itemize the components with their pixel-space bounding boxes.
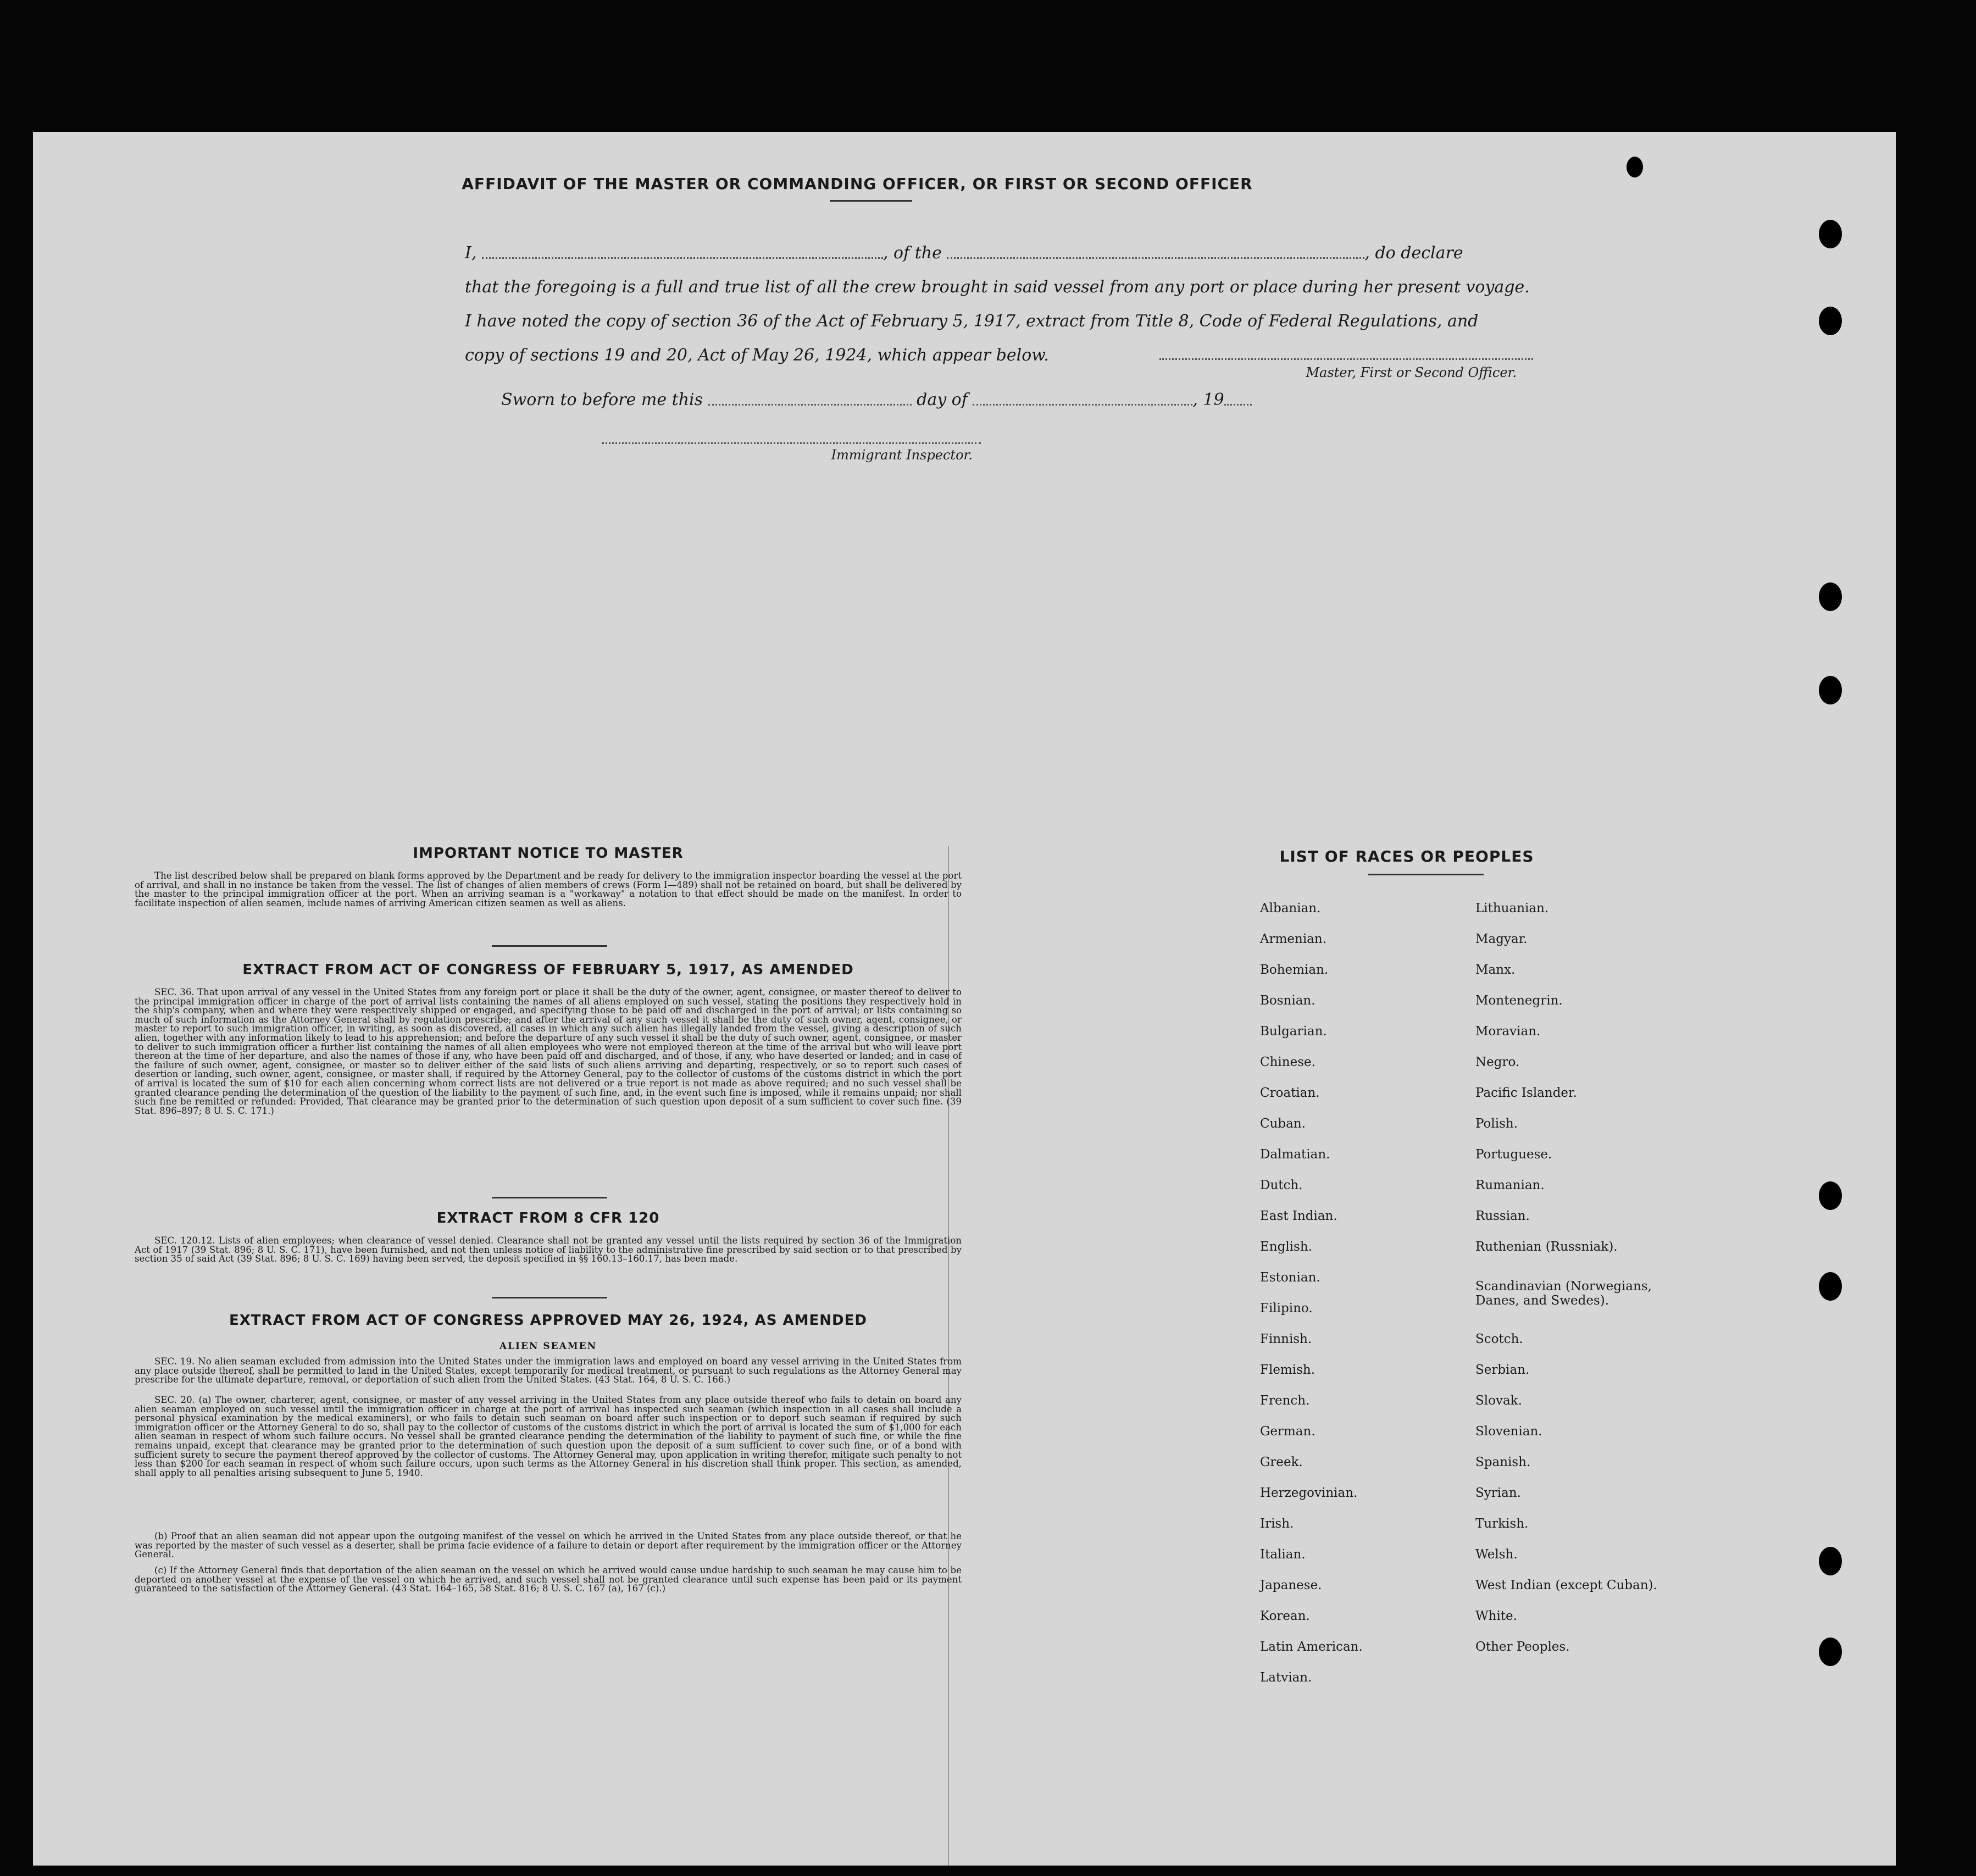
vessel-field[interactable] <box>947 249 1364 259</box>
punch-hole <box>1819 582 1842 611</box>
title-rule <box>830 200 912 202</box>
race-item: Cuban. <box>1260 1117 1306 1131</box>
race-item: Lithuanian. <box>1475 901 1549 915</box>
race-item: Other Peoples. <box>1475 1640 1570 1654</box>
race-item: Dutch. <box>1260 1178 1303 1192</box>
race-item: Flemish. <box>1260 1363 1316 1377</box>
affidavit-title: AFFIDAVIT OF THE MASTER OR COMMANDING OFFICER, OR FIRST OR SECOND OFFICER <box>462 175 1253 193</box>
race-item: Bohemian. <box>1260 963 1329 977</box>
race-item: Italian. <box>1260 1547 1306 1562</box>
notice-title: IMPORTANT NOTICE TO MASTER <box>413 845 684 862</box>
race-item: Dalmatian. <box>1260 1147 1330 1162</box>
punch-hole <box>1819 307 1842 335</box>
punch-hole <box>1819 676 1842 704</box>
race-item: Russian. <box>1475 1209 1530 1223</box>
race-item: Chinese. <box>1260 1055 1316 1069</box>
race-item: Moravian. <box>1475 1024 1541 1039</box>
year-field[interactable] <box>1224 396 1252 406</box>
declaration-line-4: copy of sections 19 and 20, Act of May 26, 1924, which appear below. <box>465 346 1049 365</box>
race-item: English. <box>1260 1240 1312 1254</box>
inspector-label: Immigrant Inspector. <box>831 447 973 463</box>
extract-1924-sec20a: SEC. 20. (a) The owner, charterer, agent, consignee, or master of any vessel arriving in the United States from any place outside thereof who fails to detain on board any alien seaman employed on such vessel until the immigration officer in charge at the port of arrival has inspected such seaman (which inspection in all cases shall include a personal physical examination by the medical examiners), or who fails to detain such seaman on board after such inspection or to deport such seaman if required by such immigration officer or the Attorney General to do so, shall pay to the collector of customs of the customs district in which the port of arrival is located the sum of $1,000 for each alien seaman in respect of whom such failure occurs. No vessel shall be granted clearance pending the determination of the liability to payment of such fine, or while the fine remains unpaid, except that clearance may be granted prior to the determination of such question upon the deposit of a sum sufficient to cover such fine, or of a bond with sufficient surety to secure the payment thereof approved by the collector of customs. The Attorney General may, upon application in writing therefor, mitigate such penalty to not less than $200 for each seaman in respect of whom such failure occurs, upon such terms as the Attorney General in his discretion shall think proper. This section, as amended, shall apply to all penalties arising subsequent to June 5, 1940. <box>135 1395 962 1478</box>
extract-cfr-title: EXTRACT FROM 8 CFR 120 <box>436 1210 660 1226</box>
section-rule <box>492 1197 607 1198</box>
race-item: Finnish. <box>1260 1332 1312 1346</box>
race-item: Serbian. <box>1475 1363 1530 1377</box>
section-rule <box>492 945 607 947</box>
race-item: Estonian. <box>1260 1270 1320 1285</box>
extract-1917-text: SEC. 36. That upon arrival of any vessel in the United States from any foreign port or place it shall be the duty of the owner, agent, consignee, or master thereof to deliver to the principal immigration officer in charge of the port of arrival lists containing the names of all aliens employed on such vessel, stating the positions they respectively hold in the ship's company, when and where they were respectively shipped or engaged, and specifying those to be paid off and discharged in the port of arrival; or lists containing so much of such information as the Attorney General shall by regulation prescribe; and after the arrival of any such vessel it shall be the duty of such owner, agent, consignee, or master to report to such immigration officer, in writing, as soon as discovered, all cases in which any such alien has illegally landed from the vessel, giving a description of such alien, together with any information likely to lead to his apprehension; and before the departure of any such vessel it shall be the duty of such owner, agent, consignee, or master to deliver to such immigration officer a further list containing the names of all alien employees who were not employed thereon at the time of the arrival but who will leave port thereon at the time of her departure, and also the names of those if any, who have been paid off and discharged, and of those, if any, who have deserted or landed; and in case of the failure of such owner, agent, consignee, or master so to deliver either of the said lists of such aliens arriving and departing, respectively, or so to report such cases of desertion or landing, such owner, agent, consignee, or master shall, if required by the Attorney General, pay to the collector of customs of the customs district in which the port of arrival is located the sum of $10 for each alien concerning whom correct lists are not delivered or a true report is not made as above required; and no such vessel shall be granted clearance pending the determination of the question of the liability to the payment of such fine, and, in the event such fine is imposed, while it remains unpaid; nor shall such fine be remitted or refunded: Provided, That clearance may be granted prior to the determination of such question upon deposit of a sum sufficient to cover such fine. (39 Stat. 896–897; 8 U. S. C. 171.) <box>135 987 962 1116</box>
punch-hole <box>1819 1547 1842 1575</box>
name-field[interactable] <box>482 249 883 259</box>
race-item: East Indian. <box>1260 1209 1337 1223</box>
signature-label: Master, First or Second Officer. <box>1306 365 1517 380</box>
punch-hole <box>1627 157 1643 177</box>
extract-1924-title: EXTRACT FROM ACT OF CONGRESS APPROVED MAY 26, 1924, AS AMENDED <box>229 1312 867 1329</box>
race-item: Scotch. <box>1475 1332 1523 1346</box>
race-item: Croatian. <box>1260 1086 1320 1100</box>
race-item: Latvian. <box>1260 1670 1312 1685</box>
declaration-do-declare: , do declare <box>1364 243 1463 263</box>
race-item: Pacific Islander. <box>1475 1086 1577 1100</box>
extract-1924-sec19: SEC. 19. No alien seaman excluded from admission into the United States under the immigration laws and employed on board any vessel arriving in the United States from any place outside thereof, shall be permitted to land in the United States, except temporarily for medical treatment, or pursuant to such regulations as the Attorney General may prescribe for the ultimate departure, removal, or deportation of such alien from the United States. (43 Stat. 164, 8 U. S. C. 166.) <box>135 1356 962 1385</box>
declaration <box>465 236 1542 373</box>
race-item: Magyar. <box>1475 932 1528 946</box>
race-item: Syrian. <box>1475 1486 1521 1500</box>
declaration-of-the: , of the <box>882 243 942 263</box>
race-item: Slovak. <box>1475 1394 1522 1408</box>
alien-seamen-subtitle: ALIEN SEAMEN <box>499 1341 597 1352</box>
sworn-line <box>501 390 1252 409</box>
race-item: Herzegovinian. <box>1260 1486 1358 1500</box>
race-item: Irish. <box>1260 1517 1294 1531</box>
race-item: Montenegrin. <box>1475 993 1563 1008</box>
extract-cfr-text: SEC. 120.12. Lists of alien employees; when clearance of vessel denied. Clearance shall not be granted any vessel until the lists required by section 36 of the Immigration Act of 1917 (39 Stat. 896; 8 U. S. C. 171), have been furnished, and not then unless notice of liability to the administrative fine prescribed by said section or to that prescribed by section 35 of said Act (39 Stat. 896; 8 U. S. C. 169) having been served, the deposit specified in §§ 160.13–160.17, has been made. <box>135 1235 962 1264</box>
race-item: Japanese. <box>1260 1578 1322 1592</box>
race-item: Turkish. <box>1475 1517 1529 1531</box>
race-item: Bulgarian. <box>1260 1024 1327 1039</box>
race-item: Polish. <box>1475 1117 1518 1131</box>
race-item: Negro. <box>1475 1055 1520 1069</box>
races-rule <box>1368 874 1484 875</box>
race-item: German. <box>1260 1424 1316 1439</box>
declaration-line-1 <box>465 236 1542 270</box>
race-item: Korean. <box>1260 1609 1310 1623</box>
races-title: LIST OF RACES OR PEOPLES <box>1279 847 1534 865</box>
sworn-day-of: day of <box>917 390 968 409</box>
form-sheet <box>33 132 1896 1866</box>
race-item: Spanish. <box>1475 1455 1531 1469</box>
punch-hole <box>1819 220 1842 248</box>
race-item: West Indian (except Cuban). <box>1475 1578 1657 1592</box>
race-item: White. <box>1475 1609 1517 1623</box>
declaration-i: I, <box>465 243 477 263</box>
race-item: Welsh. <box>1475 1547 1518 1562</box>
race-item: Manx. <box>1475 963 1516 977</box>
inspector-signature-field[interactable] <box>602 442 981 444</box>
race-item: French. <box>1260 1394 1310 1408</box>
race-item: Latin American. <box>1260 1640 1363 1654</box>
month-field[interactable] <box>973 396 1192 406</box>
signature-field[interactable] <box>1159 358 1533 360</box>
sworn-prefix: Sworn to before me this <box>501 390 703 409</box>
race-item: Armenian. <box>1260 932 1327 946</box>
extract-1924-sec20c: (c) If the Attorney General finds that deportation of the alien seaman on the vessel on which he arrived would cause undue hardship to such seaman he may cause him to be deported on another vessel at the expense of the vessel on which he arrived, and such vessel shall not be granted clearance until such expense has been paid or its payment guaranteed to the satisfaction of the Attorney General. (43 Stat. 164–165, 58 Stat. 816; 8 U. S. C. 167 (a), 167 (c).) <box>135 1565 962 1594</box>
punch-hole <box>1819 1638 1842 1666</box>
punch-hole <box>1819 1272 1842 1301</box>
race-item: Bosnian. <box>1260 993 1316 1008</box>
declaration-line-3: I have noted the copy of section 36 of the Act of February 5, 1917, extract from Title 8, Code of Federal Regulations, and <box>465 312 1479 331</box>
race-item: Albanian. <box>1260 901 1321 915</box>
race-item: Scandinavian (Norwegians, Danes, and Swedes). <box>1475 1279 1652 1308</box>
race-item: Portuguese. <box>1475 1147 1552 1162</box>
race-item: Greek. <box>1260 1455 1303 1469</box>
extract-1924-sec20b: (b) Proof that an alien seaman did not appear upon the outgoing manifest of the vessel on which he arrived in the United States from any place outside thereof, or that he was reported by the master of such vessel as a deserter, shall be prima facie evidence of a failure to detain or deport after requirement by the immigration officer or the Attorney General. <box>135 1531 962 1560</box>
race-item: Slovenian. <box>1475 1424 1542 1439</box>
notice-text: The list described below shall be prepared on blank forms approved by the Department and be ready for delivery to the immigration inspector boarding the vessel at the port of arrival, and shall in no instance be taken from the vessel. The list of changes of alien members of crews (Form I—489) shall not be retained on board, but shall be delivered by the master to the principal immigration officer at the port. When an arriving seaman is a "workaway" a notation to that effect should be made on the manifest. In order to facilitate inspection of alien seamen, include names of arriving American citizen seamen as well as aliens. <box>135 870 962 908</box>
section-rule <box>492 1297 607 1298</box>
race-item: Filipino. <box>1260 1301 1313 1316</box>
race-item: Rumanian. <box>1475 1178 1545 1192</box>
declaration-line-2: that the foregoing is a full and true list of all the crew brought in said vessel from any port or place during her present voyage. <box>465 277 1530 297</box>
extract-1917-title: EXTRACT FROM ACT OF CONGRESS OF FEBRUARY 5, 1917, AS AMENDED <box>242 962 854 978</box>
race-item: Ruthenian (Russniak). <box>1475 1240 1618 1254</box>
day-field[interactable] <box>708 396 912 406</box>
punch-hole <box>1819 1181 1842 1210</box>
sworn-year-prefix: , 19 <box>1192 390 1224 409</box>
